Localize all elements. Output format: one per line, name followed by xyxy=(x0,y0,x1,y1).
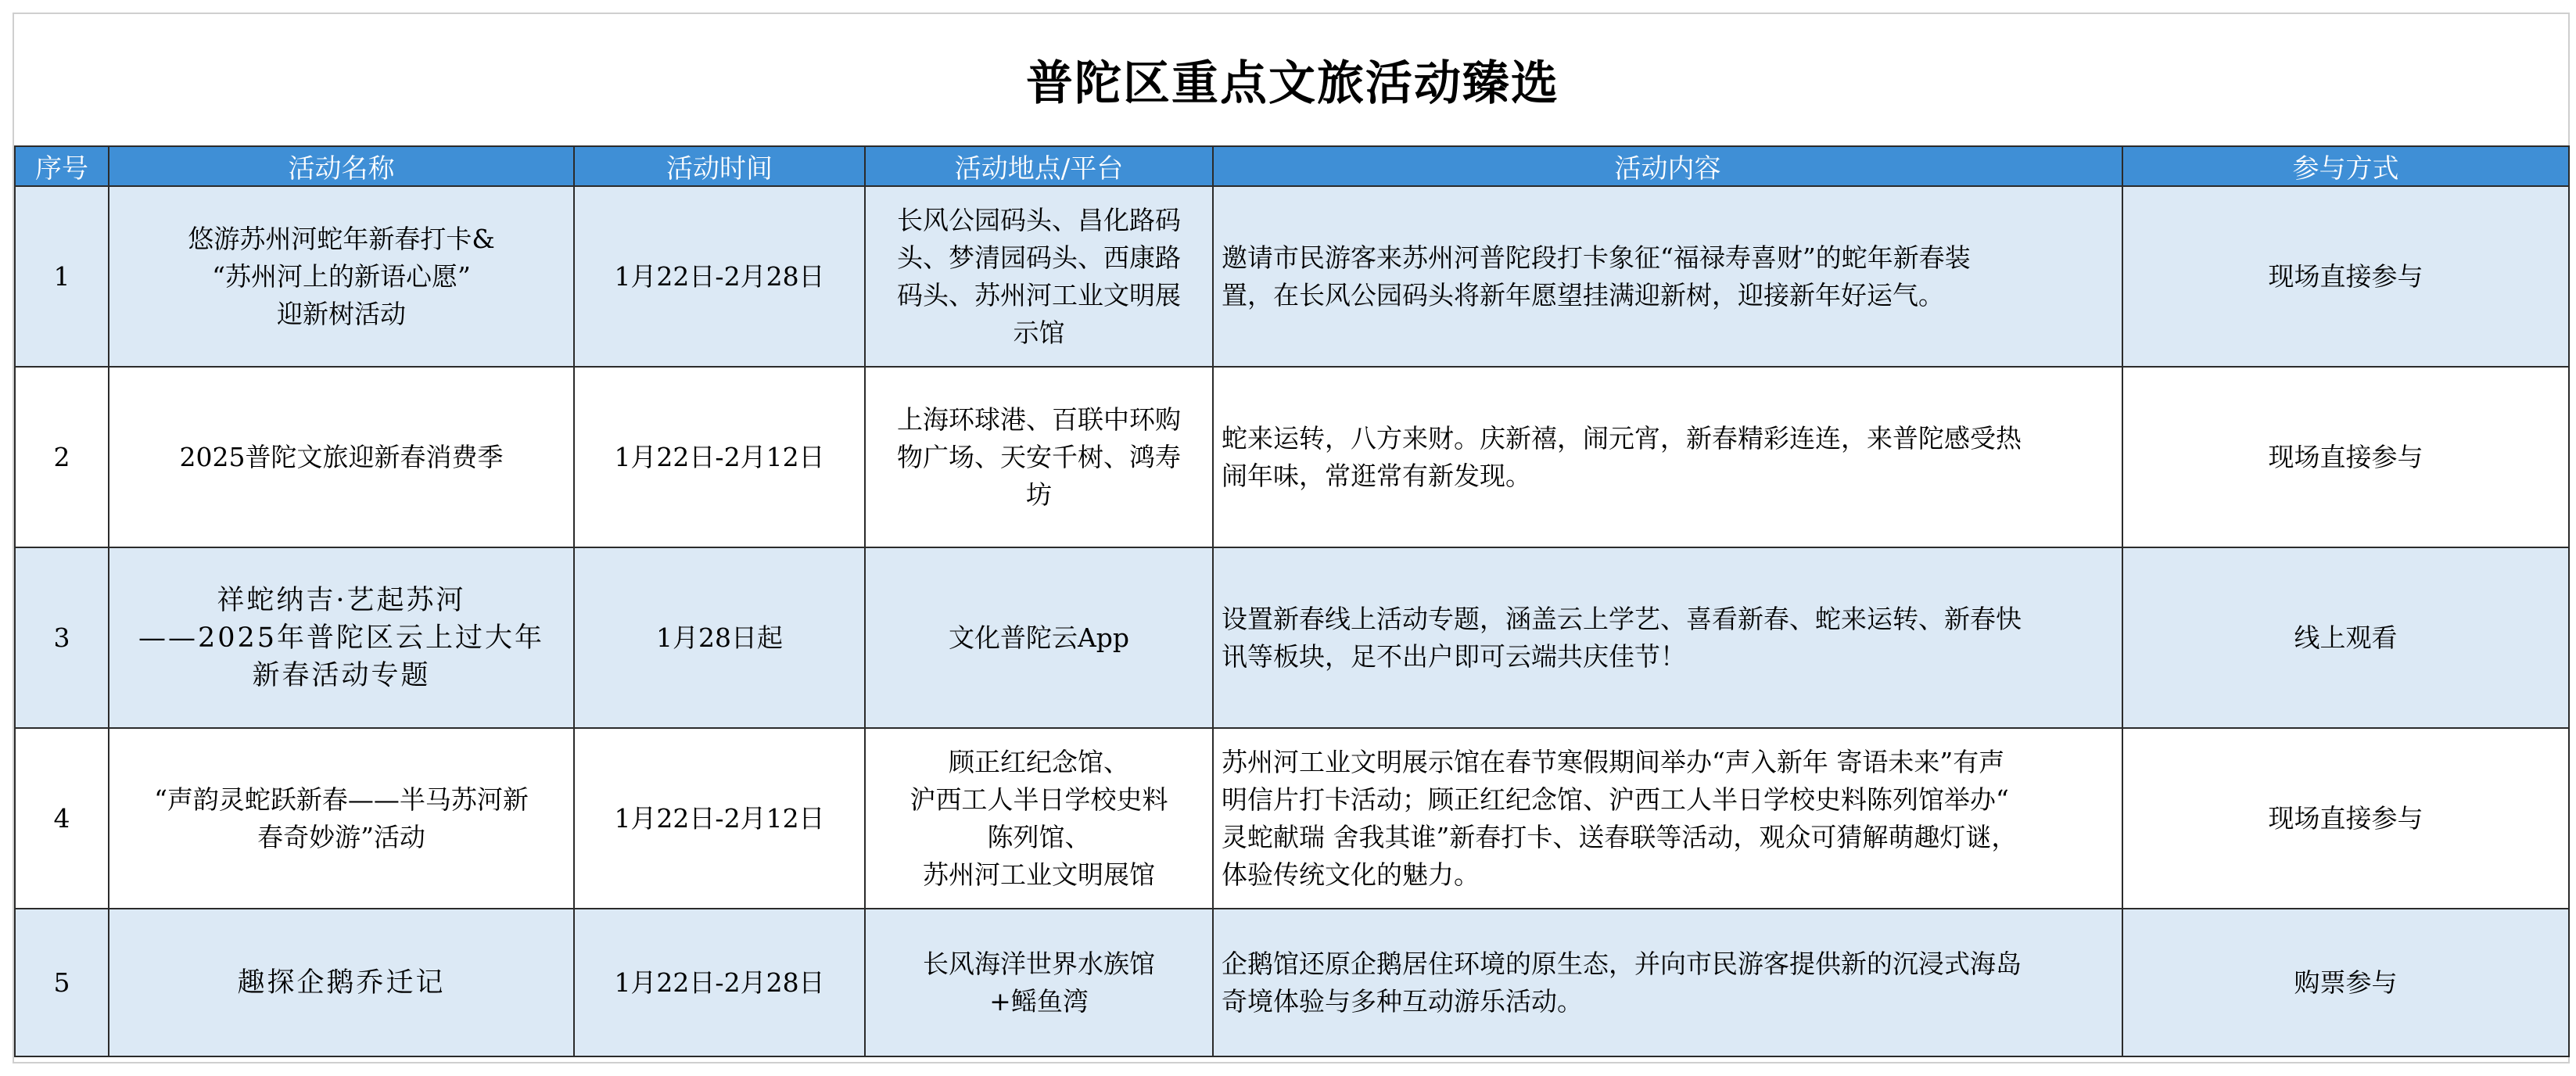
cell-line: 上海环球港、百联中环购 xyxy=(897,404,1181,435)
cell-line: 闹年味，常逛常有新发现。 xyxy=(1222,460,1531,491)
cell-join[interactable]: 现场直接参与 xyxy=(2122,367,2569,547)
cell-index[interactable]: 1 xyxy=(15,186,109,367)
cell-time[interactable]: 1月28日起 xyxy=(574,547,865,728)
cell-place[interactable] xyxy=(865,909,1213,1056)
header-time[interactable]: 活动时间 xyxy=(574,146,865,186)
cell-line: 沪西工人半日学校史料 xyxy=(909,784,1168,815)
cell-line: 讯等板块，足不出户即可云端共庆佳节！ xyxy=(1222,640,1686,672)
cell-place[interactable] xyxy=(865,186,1213,367)
header-place[interactable]: 活动地点/平台 xyxy=(865,146,1213,186)
cell-place[interactable] xyxy=(865,728,1213,909)
cell-name[interactable] xyxy=(109,547,574,728)
cell-line: 示馆 xyxy=(1013,317,1065,348)
header-name[interactable]: 活动名称 xyxy=(109,146,574,186)
cell-index[interactable]: 4 xyxy=(15,728,109,909)
cell-name[interactable] xyxy=(109,728,574,909)
cell-name[interactable] xyxy=(109,909,574,1056)
cell-content[interactable] xyxy=(1213,367,2122,547)
table-row xyxy=(15,728,2569,909)
cell-line: “苏州河上的新语心愿” xyxy=(212,260,471,292)
cell-join[interactable]: 现场直接参与 xyxy=(2122,186,2569,367)
activity-table xyxy=(14,145,2570,1057)
cell-time[interactable]: 1月22日-2月28日 xyxy=(574,186,865,367)
cell-index[interactable]: 2 xyxy=(15,367,109,547)
cell-line: 置，在长风公园码头将新年愿望挂满迎新树，迎接新年好运气。 xyxy=(1222,279,1944,310)
cell-join[interactable]: 线上观看 xyxy=(2122,547,2569,728)
cell-join[interactable]: 现场直接参与 xyxy=(2122,728,2569,909)
cell-line: 迎新树活动 xyxy=(277,298,406,329)
cell-line: 蛇来运转，八方来财。庆新禧，闹元宵，新春精彩连连，来普陀感受热 xyxy=(1222,422,2022,454)
cell-line: “声韵灵蛇跃新春——半马苏河新 xyxy=(154,784,529,815)
cell-content[interactable] xyxy=(1213,547,2122,728)
cell-line: 趣探企鹅乔迁记 xyxy=(237,967,446,999)
cell-line: 设置新春线上活动专题，涵盖云上学艺、喜看新春、蛇来运转、新春快 xyxy=(1222,603,2022,634)
cell-line: 文化普陀云App xyxy=(948,622,1130,653)
cell-content[interactable] xyxy=(1213,728,2122,909)
header-content[interactable]: 活动内容 xyxy=(1213,146,2122,186)
cell-line: ——2025年普陀区云上过大年 xyxy=(138,622,545,654)
cell-line: 祥蛇纳吉·艺起苏河 xyxy=(217,584,466,616)
header-join[interactable]: 参与方式 xyxy=(2122,146,2569,186)
cell-name[interactable] xyxy=(109,186,574,367)
table-row xyxy=(15,547,2569,728)
header-row xyxy=(15,146,2569,186)
cell-index[interactable]: 3 xyxy=(15,547,109,728)
cell-name[interactable] xyxy=(109,367,574,547)
cell-line: 苏州河工业文明展馆 xyxy=(923,859,1155,890)
cell-line: 春奇妙游”活动 xyxy=(257,821,425,852)
cell-line: 顾正红纪念馆、 xyxy=(949,746,1129,777)
cell-content[interactable] xyxy=(1213,909,2122,1056)
cell-line: 陈列馆、 xyxy=(987,821,1091,852)
cell-line: 2025普陀文旅迎新春消费季 xyxy=(179,441,504,472)
table-row xyxy=(15,909,2569,1056)
cell-line: 苏州河工业文明展示馆在春节寒假期间举办“声入新年 寄语未来”有声 xyxy=(1222,746,2005,777)
cell-content[interactable] xyxy=(1213,186,2122,367)
cell-line: 明信片打卡活动；顾正红纪念馆、沪西工人半日学校史料陈列馆举办“ xyxy=(1222,784,2009,815)
cell-line: 坊 xyxy=(1026,479,1052,510)
cell-line: 体验传统文化的魅力。 xyxy=(1222,859,1480,890)
cell-line: 企鹅馆还原企鹅居住环境的原生态，并向市民游客提供新的沉浸式海岛 xyxy=(1222,948,2022,979)
cell-line: 灵蛇献瑞 舍我其谁”新春打卡、送春联等活动，观众可猜解萌趣灯谜， xyxy=(1222,821,2018,852)
cell-join[interactable]: 购票参与 xyxy=(2122,909,2569,1056)
cell-line: 长风公园码头、昌化路码 xyxy=(897,204,1181,235)
cell-line: +鳐鱼湾 xyxy=(989,985,1089,1017)
cell-time[interactable]: 1月22日-2月28日 xyxy=(574,909,865,1056)
cell-place[interactable] xyxy=(865,367,1213,547)
cell-line: 悠游苏州河蛇年新春打卡& xyxy=(188,223,495,254)
cell-time[interactable]: 1月22日-2月12日 xyxy=(574,367,865,547)
cell-line: 长风海洋世界水族馆 xyxy=(923,948,1155,979)
cell-line: 邀请市民游客来苏州河普陀段打卡象征“福禄寿喜财”的蛇年新春装 xyxy=(1222,242,1971,273)
cell-place[interactable] xyxy=(865,547,1213,728)
table-row xyxy=(15,367,2569,547)
cell-line: 新春活动专题 xyxy=(252,659,431,691)
page-title: 普陀区重点文旅活动臻选 xyxy=(1026,56,1559,111)
cell-line: 头、梦清园码头、西康路 xyxy=(897,242,1181,273)
cell-line: 物广场、天安千树、鸿寿 xyxy=(897,441,1181,472)
cell-line: 奇境体验与多种互动游乐活动。 xyxy=(1222,985,1583,1017)
header-index[interactable]: 序号 xyxy=(15,146,109,186)
table-row xyxy=(15,186,2569,367)
cell-line: 码头、苏州河工业文明展 xyxy=(897,279,1181,310)
spreadsheet xyxy=(13,13,2570,1063)
cell-index[interactable]: 5 xyxy=(15,909,109,1056)
cell-time[interactable]: 1月22日-2月12日 xyxy=(574,728,865,909)
